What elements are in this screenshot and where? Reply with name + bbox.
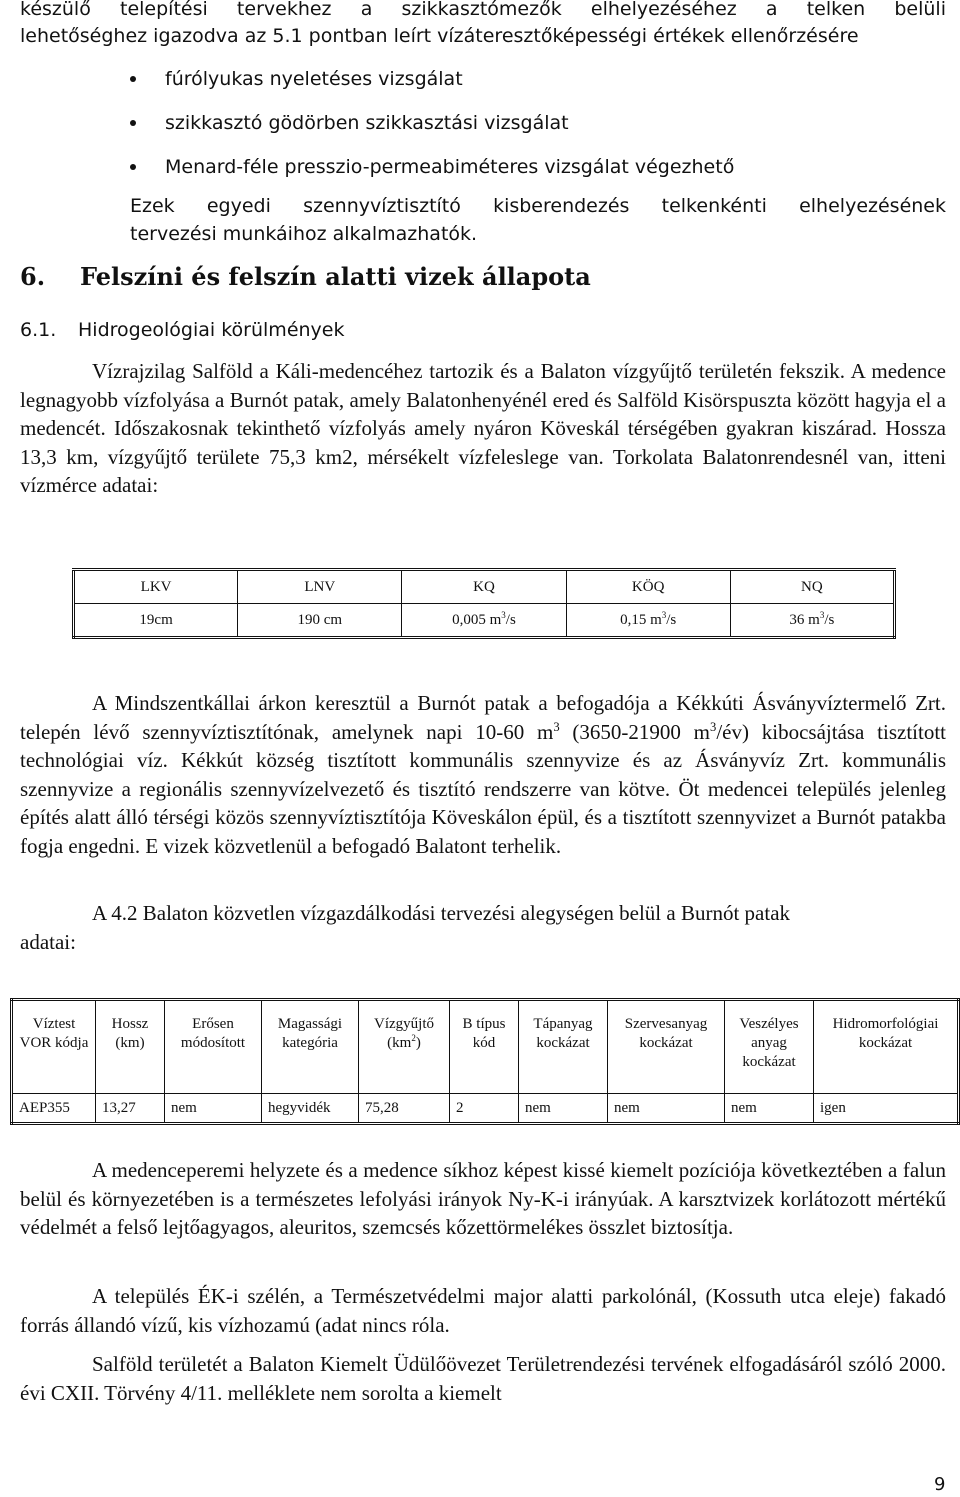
table-header-cell: Hidromorfológiai kockázat	[814, 1000, 959, 1094]
spring-paragraph: A település ÉK-i szélén, a Természetvédelmi major alatti parkolónál, (Kossuth utca eleje) fakadó forrás állandó vízű, kis vízhozamú (adat nincs róla.	[20, 1284, 946, 1337]
table-header-cell: B típus kód	[450, 1000, 519, 1094]
wastewater-text-a: A Mindszentkállai árkon keresztül a Burnót patak a befogadója a Kékkúti Ásványvíztermelő Zrt. telepén lévő szennyvíztisztítónak, amelynek napi 10-60 m	[20, 691, 946, 744]
table-row	[74, 604, 895, 638]
section-number: 6.	[20, 262, 46, 291]
page-number: 9	[934, 1474, 946, 1495]
table-cell: 75,28	[359, 1094, 450, 1124]
table-header-cell: Hossz (km)	[96, 1000, 165, 1094]
intro-line-2: lehetőséghez igazodva az 5.1 pontban leírt vízáteresztőképességi értékek ellenőrzésére	[20, 25, 859, 47]
applicability-line-2: tervezési munkáihoz alkalmazhatók.	[130, 223, 478, 245]
table-header-cell: LNV	[238, 570, 402, 604]
table-cell	[74, 604, 238, 638]
table-row	[74, 570, 895, 604]
table-header-cell: Magassági kategória	[262, 1000, 359, 1094]
unit-exponent: 3	[710, 719, 717, 734]
applicability-paragraph	[130, 192, 946, 248]
section-title: Felszíni és felszín alatti vizek állapota	[80, 262, 591, 291]
table-cell: AEP355	[12, 1094, 96, 1124]
table-cell: nem	[725, 1094, 814, 1124]
table-header-cell: Tápanyag kockázat	[519, 1000, 608, 1094]
table-cell	[402, 604, 566, 638]
list-item: fúrólyukas nyeletéses vizsgálat	[20, 66, 946, 110]
table-cell	[238, 604, 402, 638]
section-heading-6	[20, 262, 591, 292]
table-cell: nem	[608, 1094, 725, 1124]
list-item: Menard-féle presszio-permeabiméteres vizsgálat végezhető	[20, 154, 946, 198]
header-text: )	[415, 1035, 421, 1051]
table-header-cell: Erősen módosított	[165, 1000, 262, 1094]
water-body-intro-line-2: adatai:	[20, 929, 76, 954]
runoff-paragraph: A medenceperemi helyzete és a medence síkhoz képest kissé kiemelt pozíciója következtében a falun belül és környezetében is a természetes lefolyási irányok Ny-K-i irányúak. A karsztvizek korlátozott mértékű védelmét a felső lejtőagyagos, aleuritos, szemcsés kőzettörmelékes összlet biztosítja.	[20, 1158, 946, 1239]
table-cell: nem	[519, 1094, 608, 1124]
list-item: szikkasztó gödörben szikkasztási vizsgálat	[20, 110, 946, 154]
table-header-cell: KÖQ	[566, 570, 730, 604]
cell-value: 0,005 m	[452, 611, 502, 628]
cell-value: 19cm	[139, 611, 173, 628]
cell-value: 190 cm	[297, 611, 343, 628]
table-cell: igen	[814, 1094, 959, 1124]
table-header-cell	[359, 1000, 450, 1094]
water-body-table	[10, 998, 960, 1125]
regulation-paragraph: Salföld területét a Balaton Kiemelt Üdülőövezet Területrendezési tervének elfogadásáról szóló 2000. évi CXII. Törvény 4/11. melléklete nem sorolta a kiemelt	[20, 1352, 946, 1405]
table-row	[12, 1094, 959, 1124]
flow-gauge-table	[72, 568, 896, 639]
unit-exponent: 2	[411, 1033, 416, 1043]
table-header-cell: LKV	[74, 570, 238, 604]
unit-exponent: 3	[553, 719, 560, 734]
table-cell: 2	[450, 1094, 519, 1124]
table-cell: 13,27	[96, 1094, 165, 1124]
subsection-heading-6-1	[20, 317, 344, 343]
table-cell: hegyvidék	[262, 1094, 359, 1124]
table-header-cell: Szervesanyag kockázat	[608, 1000, 725, 1094]
intro-line-1: készülő telepítési tervekhez a szikkasztómezők elhelyezéséhez a telken belüli	[20, 0, 946, 20]
cell-value: 36 m	[789, 611, 820, 628]
intro-paragraph	[20, 0, 946, 50]
applicability-line-1: Ezek egyedi szennyvíztisztító kisberendezés telkenkénti elhelyezésének	[130, 195, 946, 217]
subsection-title: Hidrogeológiai körülmények	[78, 319, 345, 341]
unit-exponent: 3	[501, 609, 506, 620]
hydrography-paragraph: Vízrajzilag Salföld a Káli-medencéhez tartozik és a Balaton vízgyűjtő területén fekszik. A medence legnagyobb vízfolyása a Burnót patak, amely Balatonhenyénél ered és Salföld Kisörspuszta között hagyja el a medencét. Időszakosnak tekinthető vízfolyás amely nyáron Köveskál térségében gyakran kiszárad. Hossza 13,3 km, vízgyűjtő területe 75,3 km2, mérsékelt vízfeleslege van. Torkolata Balatonrendesnél van, itteni vízmérce adatai:	[20, 359, 946, 497]
unit-suffix: /s	[666, 611, 677, 628]
table-cell: nem	[165, 1094, 262, 1124]
table-row	[12, 1000, 959, 1094]
table-header-cell: KQ	[402, 570, 566, 604]
wastewater-paragraph	[20, 689, 946, 860]
water-body-intro-line-1: A 4.2 Balaton közvetlen vízgazdálkodási tervezési alegységen belül a Burnót patak	[92, 901, 791, 925]
unit-exponent: 3	[661, 609, 667, 620]
table-cell	[730, 604, 894, 638]
table-header-cell: Veszélyes anyag kockázat	[725, 1000, 814, 1094]
unit-suffix: /s	[505, 611, 516, 628]
subsection-number: 6.1.	[20, 319, 57, 341]
cell-value: 0,15 m	[620, 611, 662, 628]
water-body-intro	[20, 899, 946, 956]
unit-exponent: 3	[819, 609, 825, 620]
unit-suffix: /s	[824, 611, 835, 628]
table-cell	[566, 604, 730, 638]
header-text: Vízgyűjtő (km	[374, 1016, 434, 1051]
test-method-list	[20, 66, 946, 198]
table-header-cell: NQ	[730, 570, 894, 604]
wastewater-text-b: (3650-21900 m	[559, 719, 711, 744]
table-header-cell: Víztest VOR kódja	[12, 1000, 96, 1094]
wastewater-text-c: /év) kibocsájtása tisztított technológiai víz. Kékkút község tisztított kommunális szennyvize és az Ásványvíz Zrt. kommunális szennyvize a regionális szennyvízelvezető és tisztító rendszerre van kötve. Öt medencei település jelenleg építés alatt álló térségi közös szennyvíztisztítója Köveskálon épül, és a tisztított szennyvizet a Burnót patakba fogja engedni. E vizek közvetlenül a befogadó Balatont terhelik.	[20, 719, 946, 858]
